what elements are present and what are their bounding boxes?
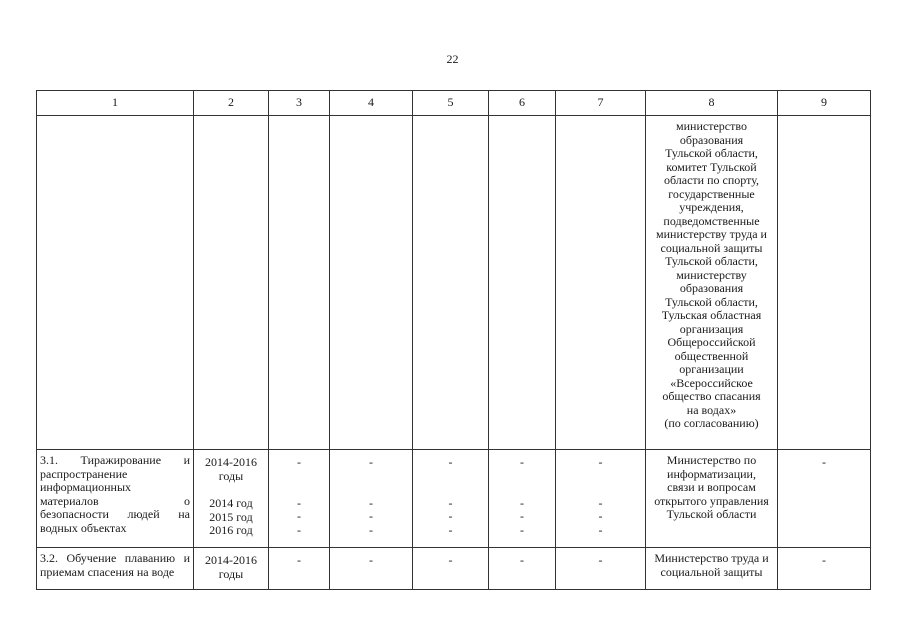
executor-line: организация xyxy=(679,321,744,336)
dash-value: - xyxy=(297,455,301,469)
measure-text-line: водных объектах xyxy=(40,520,127,535)
executor-line: организации xyxy=(679,362,744,376)
measure-text-line: информационных xyxy=(40,480,132,494)
responsible-3-1-cell xyxy=(646,450,778,548)
dash-value: - xyxy=(369,522,373,537)
dash-value: - xyxy=(520,509,524,523)
cell-empty xyxy=(556,116,646,450)
header-col-8: 8 xyxy=(646,91,778,116)
program-table xyxy=(36,90,871,590)
executor-line: Тульская областная xyxy=(661,308,762,322)
dash-value: - xyxy=(598,553,603,567)
dash-value: - xyxy=(598,522,603,537)
dash-value: - xyxy=(598,509,603,523)
cell-empty xyxy=(778,116,871,450)
header-col-7: 7 xyxy=(556,91,646,116)
funding-cell xyxy=(489,450,556,548)
dash-value: - xyxy=(448,553,453,567)
executor-line: социальной защиты xyxy=(660,564,763,579)
cell-empty xyxy=(269,116,330,450)
cell-empty xyxy=(413,116,489,450)
period-3-1-cell xyxy=(194,450,269,548)
cell-empty xyxy=(194,116,269,450)
responsible-3-2-cell xyxy=(646,548,778,590)
header-col-5: 5 xyxy=(413,91,489,116)
executor-line: открытого управления xyxy=(654,493,769,508)
executor-line: Министерство по xyxy=(666,453,757,467)
cell-empty xyxy=(489,116,556,450)
dash-value: - xyxy=(520,455,524,469)
executor-line: информатизации, xyxy=(667,466,756,481)
dash-value: - xyxy=(297,509,301,523)
cell-empty xyxy=(37,116,194,450)
measure-text-line: 3.2. Обучение плаванию и xyxy=(40,551,190,565)
dash-value: - xyxy=(448,522,453,537)
dash-value: - xyxy=(369,455,373,469)
cell-empty xyxy=(330,116,413,450)
executor-line: государственные xyxy=(668,186,755,201)
measure-3-2-cell xyxy=(37,548,194,590)
executor-line: связи и вопросам xyxy=(667,480,756,494)
executor-line: области по спорту, xyxy=(663,173,759,187)
executor-line: (по согласованию) xyxy=(664,416,759,430)
executor-line: комитет Тульской xyxy=(666,159,757,174)
dash-value: - xyxy=(369,553,373,567)
header-col-2: 2 xyxy=(194,91,269,116)
responsible-executors-cell xyxy=(646,116,778,450)
funding-cell xyxy=(330,548,413,590)
measure-text-line: безопасности людей на xyxy=(40,507,190,521)
measure-text-line: материалов о xyxy=(40,493,190,508)
executor-line: министерство xyxy=(676,119,747,133)
executor-line: на водах» xyxy=(686,402,737,417)
measure-text-line: приемам спасения на воде xyxy=(40,564,175,579)
dash-value: - xyxy=(369,495,373,510)
dash-value: - xyxy=(520,553,524,567)
period-label: 2014-2016 xyxy=(205,553,257,567)
dash-value: - xyxy=(448,455,453,469)
year-label: 2015 год xyxy=(209,509,253,524)
funding-cell xyxy=(556,450,646,548)
executor-line: Общероссийской xyxy=(667,335,756,349)
year-label: 2016 год xyxy=(209,523,253,537)
table-row-3-1 xyxy=(37,450,871,548)
table-row-3-2 xyxy=(37,548,871,590)
dash-value: - xyxy=(297,495,301,510)
executor-line: министерству xyxy=(676,267,747,282)
executor-line: подведомственные xyxy=(663,213,760,228)
executor-line: учреждения, xyxy=(679,200,744,214)
header-col-4: 4 xyxy=(330,91,413,116)
funding-cell xyxy=(269,548,330,590)
dash-value: - xyxy=(297,522,301,537)
table-row-continuation xyxy=(37,116,871,450)
executor-line: Министерство труда и xyxy=(654,551,769,565)
funding-cell xyxy=(330,450,413,548)
dash-value: - xyxy=(297,553,301,567)
funding-cell xyxy=(413,548,489,590)
dash-value: - xyxy=(520,495,524,510)
dash-value: - xyxy=(822,455,826,469)
year-label: 2014 год xyxy=(209,496,253,510)
period-label: годы xyxy=(218,566,244,581)
executor-line: социальной защиты xyxy=(660,240,763,255)
dash-value: - xyxy=(822,553,826,567)
header-col-3: 3 xyxy=(269,91,330,116)
dash-value: - xyxy=(448,509,453,523)
header-row xyxy=(37,91,871,116)
executor-line: министерству труда и xyxy=(656,227,767,241)
measure-text-line: распространение xyxy=(40,466,128,481)
executor-line: Тульской области, xyxy=(665,254,758,268)
executor-line: образования xyxy=(679,132,744,147)
header-col-9: 9 xyxy=(778,91,871,116)
funding-cell xyxy=(489,548,556,590)
funding-cell xyxy=(413,450,489,548)
executor-line: общественной xyxy=(674,348,749,363)
result-3-1-cell xyxy=(778,450,871,548)
executor-line: «Всероссийское xyxy=(670,375,753,390)
dash-value: - xyxy=(448,495,453,510)
executor-line: общество спасания xyxy=(662,389,761,403)
period-label: 2014-2016 xyxy=(205,455,257,469)
executor-line: образования xyxy=(679,281,744,295)
period-label: годы xyxy=(218,468,244,483)
header-col-1: 1 xyxy=(37,91,194,116)
measure-3-1-cell xyxy=(37,450,194,548)
dash-value: - xyxy=(520,522,524,537)
dash-value: - xyxy=(598,495,603,510)
measure-text-line: 3.1. Тиражирование и xyxy=(40,453,190,467)
executor-line: Тульской области, xyxy=(665,294,758,309)
executor-line: Тульской области xyxy=(666,507,757,521)
executor-line: Тульской области, xyxy=(665,146,758,160)
result-3-2-cell xyxy=(778,548,871,590)
header-col-6: 6 xyxy=(489,91,556,116)
page-number: 22 xyxy=(446,52,459,66)
dash-value: - xyxy=(598,455,603,469)
funding-cell xyxy=(556,548,646,590)
dash-value: - xyxy=(369,509,373,523)
period-3-2-cell xyxy=(194,548,269,590)
funding-cell xyxy=(269,450,330,548)
